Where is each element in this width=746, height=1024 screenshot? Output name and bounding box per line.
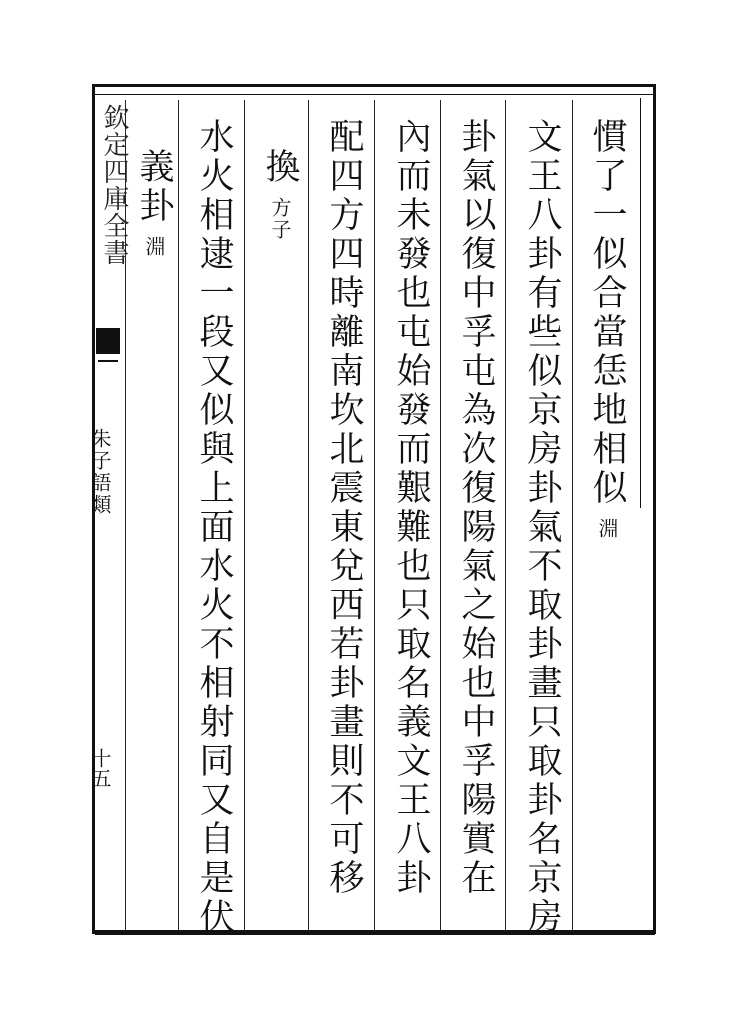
- column-text: 卦氣以復中孚屯為次復陽氣之始也中孚陽實在: [456, 118, 496, 898]
- text-column-8: [132, 148, 176, 258]
- right-inner-border: [640, 98, 641, 508]
- column-divider: [178, 100, 179, 930]
- column-divider: [374, 100, 375, 930]
- column-divider: [440, 100, 441, 930]
- fishtail-line: [98, 360, 118, 362]
- column-text: 內而未發也屯始發而艱難也只取名義文王八卦: [391, 118, 431, 898]
- bottom-border: [95, 930, 655, 935]
- column-divider: [505, 100, 506, 930]
- top-border: [95, 84, 655, 87]
- text-column-1: [585, 118, 629, 540]
- margin-book-title: 朱子語類: [88, 428, 112, 516]
- text-column-2: [520, 118, 564, 937]
- column-divider: [244, 100, 245, 930]
- column-text: 文王八卦有些似京房卦氣不取卦畫只取卦名京房: [522, 118, 562, 937]
- text-column-7: [192, 118, 236, 937]
- text-column-3: [454, 118, 498, 898]
- top-border-inner: [95, 94, 655, 95]
- source-note: 淵: [142, 236, 166, 258]
- margin-page-number: 十五: [88, 748, 112, 788]
- column-text: 換: [260, 148, 300, 187]
- source-note: 淵: [595, 518, 619, 540]
- margin-title: 欽定四庫全書: [99, 104, 129, 266]
- fishtail-mark: [96, 328, 120, 354]
- column-text: 水火相逮一段又似與上面水火不相射同又自是伏: [194, 118, 234, 937]
- source-note: 方子: [268, 197, 292, 241]
- text-column-6: [258, 148, 302, 241]
- text-column-5: [322, 118, 366, 898]
- column-text: 慣了一似合當恁地相似: [587, 118, 627, 508]
- column-text: 配四方四時離南坎北震東兌西若卦畫則不可移: [324, 118, 364, 898]
- text-column-4: [389, 118, 433, 898]
- column-text: 義卦: [134, 148, 174, 226]
- right-border: [653, 84, 656, 934]
- column-divider: [308, 100, 309, 930]
- column-divider: [572, 100, 573, 930]
